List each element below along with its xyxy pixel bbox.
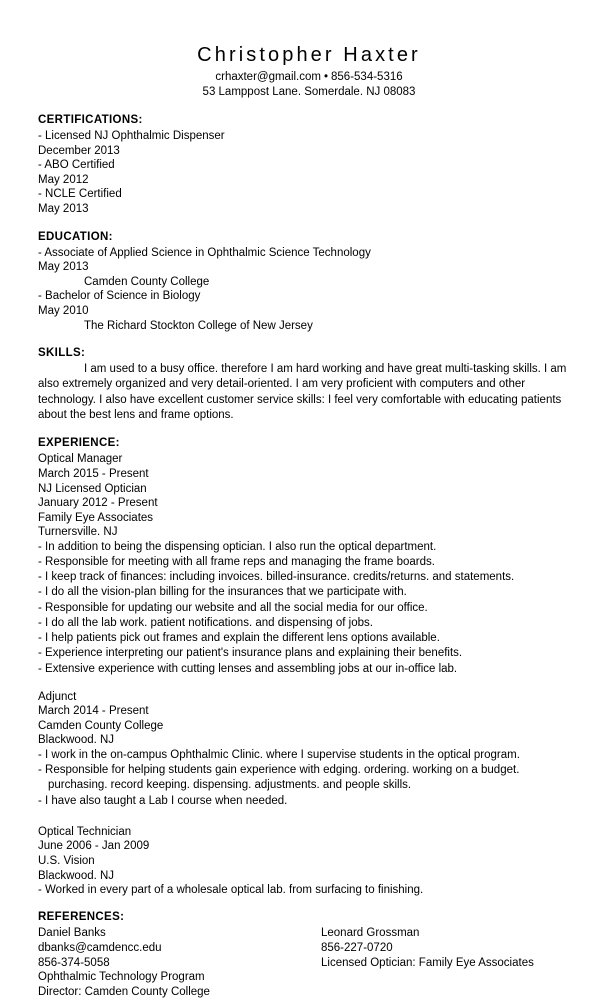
job-role-row [38,452,580,481]
resume-header [38,42,580,100]
spacer [38,677,580,690]
education-row [38,289,580,318]
reference-title: Director: Camden County College [38,985,210,998]
candidate-name: Christopher Haxter [197,44,421,66]
job-date: March 2014 - Present [38,705,149,718]
references-section [38,910,580,999]
job-role: Optical Technician [38,825,132,838]
certification-label: - ABO Certified [38,159,115,172]
reference-name: Daniel Banks [38,927,106,940]
job-bullet: - In addition to being the dispensing optician. I also run the optical department. [38,540,437,553]
certification-date: December 2013 [38,144,120,157]
job-bullet: - Extensive experience with cutting lenses and assembling jobs at our in-office lab. [38,662,458,675]
job-bullet: - I keep track of finances: including invoices. billed-insurance. credits/returns. and statements. [38,571,515,584]
job-location: Blackwood. NJ [38,734,115,747]
job-role: Optical Manager [38,453,123,466]
job-location: Turnersville. NJ [38,526,118,539]
job-bullet: - I have also taught a Lab I course when needed. [38,794,288,807]
reference-phone: 856-227-0720 [321,942,393,955]
job-license-date: January 2012 - Present [38,497,158,510]
job-role-row [38,690,580,719]
education-school: The Richard Stockton College of New Jersey [84,319,313,332]
reference-name: Leonard Grossman [321,927,420,940]
spacer [38,809,580,825]
reference-column-right [321,926,534,970]
contact-line-email-phone [38,70,580,85]
education-title: EDUCATION: [38,230,113,243]
education-date: May 2013 [38,261,89,274]
certification-date: May 2013 [38,202,89,215]
experience-job [38,690,580,809]
references-grid [38,926,580,999]
education-school: Camden County College [84,275,210,288]
job-bullet: - I help patients pick out frames and explain the different lens options available. [38,632,440,645]
education-degree: - Bachelor of Science in Biology [38,290,201,303]
job-date: June 2006 - Jan 2009 [38,840,150,853]
certifications-section [38,113,580,217]
job-bullet: - Worked in every part of a wholesale optical lab. from surfacing to finishing. [38,884,424,897]
job-company: Family Eye Associates [38,511,154,524]
certification-row [38,187,580,216]
education-section [38,230,580,334]
skills-paragraph: I am used to a busy office. therefore I am hard working and have great multi-tasking skills. I am also extremely organized and very detail-oriented. I am very proficient with computers and other technology. I also have excellent customer service skills: I feel very comfortable with educating patients about the best lens and frame options. [38,363,567,422]
job-company-row [38,511,580,540]
job-license-row [38,482,580,511]
job-company-row [38,854,580,883]
job-bullet: - I do all the vision-plan billing for the insurances that we participate with. [38,586,407,599]
job-bullet: - Responsible for updating our website and all the social media for our office. [38,601,428,614]
references-title: REFERENCES: [38,911,125,924]
job-bullet-continuation: purchasing. record keeping. dispensing. adjustments. and people skills. [48,779,412,792]
job-bullet: - Responsible for helping students gain experience with edging. ordering. working on a budget. [38,764,520,777]
reference-program: Ophthalmic Technology Program [38,971,205,984]
job-bullet: - I work in the on-campus Ophthalmic Clinic. where I supervise students in the optical program. [38,749,520,762]
job-bullet: - I do all the lab work. patient notifications. and dispensing of jobs. [38,616,373,629]
contact-line-address: 53 Lamppost Lane. Somerdale. NJ 08083 [202,86,416,98]
certification-row [38,158,580,187]
job-company-row [38,719,580,748]
reference-phone: 856-374-5058 [38,956,110,969]
certification-label: - NCLE Certified [38,188,122,201]
email-text: crhaxter@gmail.com [215,71,321,83]
job-license: NJ Licensed Optician [38,482,147,495]
job-company: Camden County College [38,719,164,732]
phone-text: 856-534-5316 [331,71,403,83]
job-bullet: - Responsible for meeting with all frame reps and managing the frame boards. [38,556,435,569]
job-date: March 2015 - Present [38,467,149,480]
job-role-row [38,825,580,854]
experience-job [38,452,580,676]
reference-title: Licensed Optician: Family Eye Associates [321,956,534,969]
job-role: Adjunct [38,690,77,703]
certification-row [38,129,580,158]
education-row [38,246,580,275]
experience-section [38,436,580,898]
skills-title: SKILLS: [38,347,86,360]
job-location: Blackwood. NJ [38,869,115,882]
separator-bullet: • [323,71,329,83]
skills-section [38,346,580,423]
reference-email: dbanks@camdencc.edu [38,942,162,955]
education-date: May 2010 [38,304,89,317]
education-degree: - Associate of Applied Science in Ophthalmic Science Technology [38,246,371,259]
job-bullet: - Experience interpreting our patient's insurance plans and explaining their benefits. [38,647,463,660]
job-company: U.S. Vision [38,855,95,868]
experience-title: EXPERIENCE: [38,437,120,450]
certification-date: May 2012 [38,173,89,186]
certification-label: - Licensed NJ Ophthalmic Dispenser [38,130,225,142]
certifications-title: CERTIFICATIONS: [38,114,143,126]
experience-job [38,825,580,899]
